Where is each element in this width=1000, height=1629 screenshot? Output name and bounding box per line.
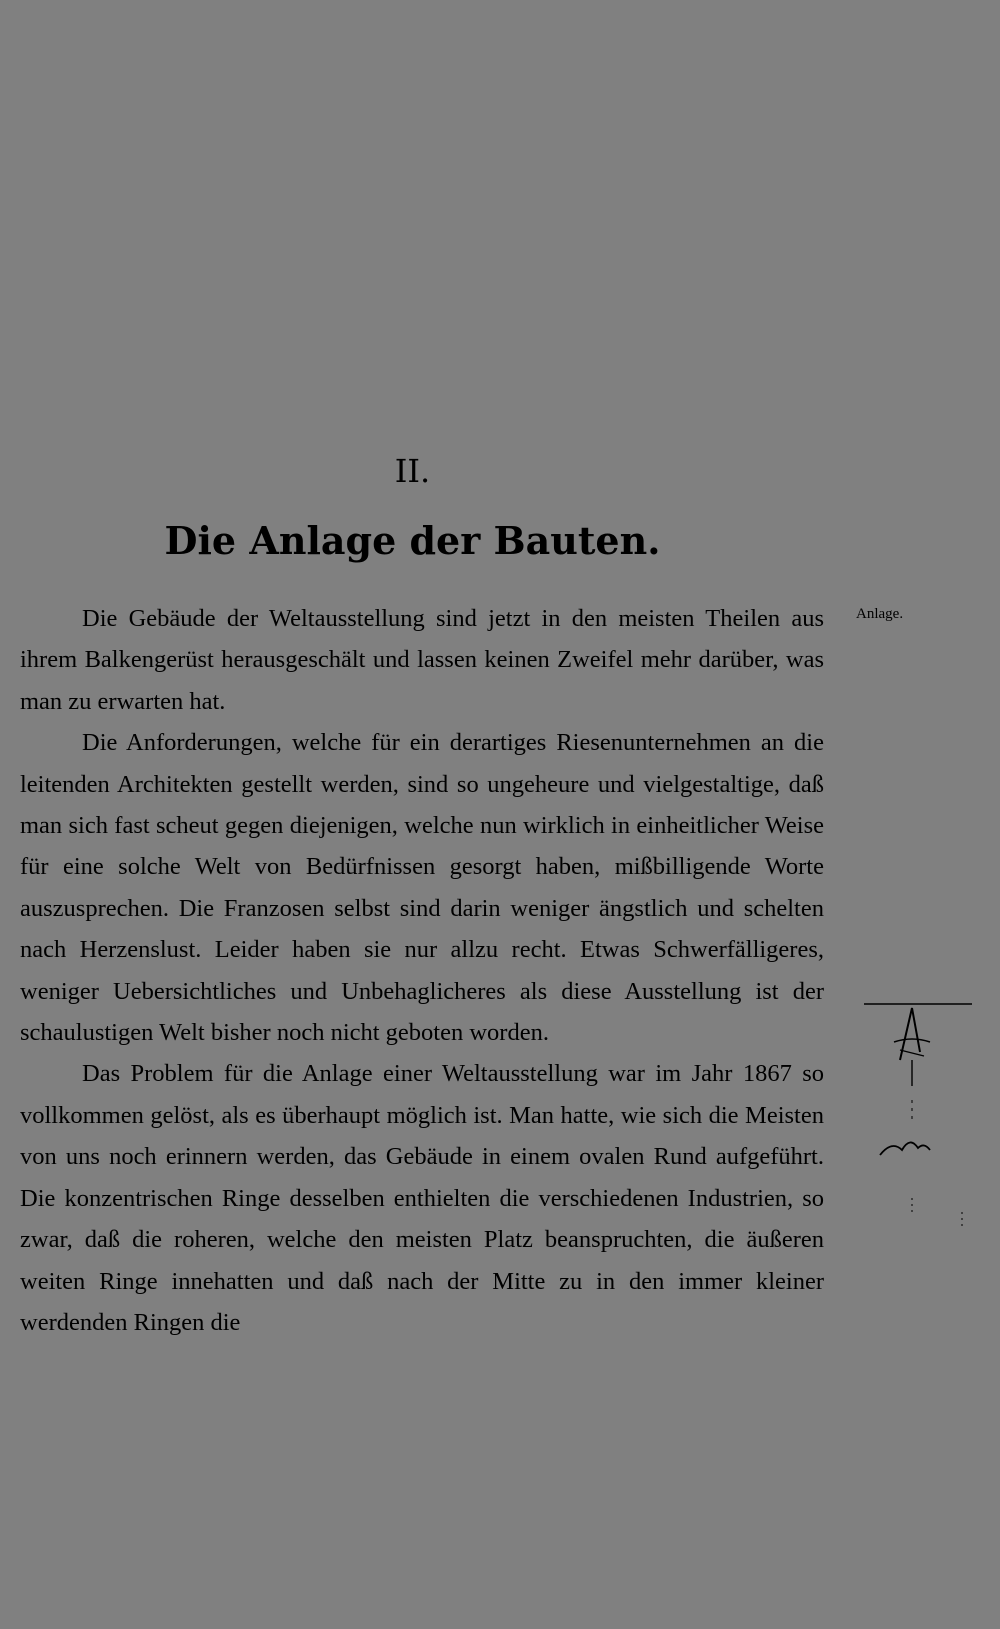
chapter-title: Die Anlage der Bauten. [164, 518, 661, 563]
paragraph: Das Problem für die Anlage einer Weltausstellung war im Jahr 1867 so vollkommen gelöst, als es überhaupt möglich ist. Man hatte, wie sich die Meisten von uns noch erinnern werden, das Gebäude in einem ovalen Rund aufgeführt. Die konzentrischen Ringe desselben enthielten die verschiedenen Industrien, so zwar, daß die roheren, welche den meisten Platz beanspruchten, die äußeren weiten Ringe innehatten und daß nach der Mitte zu in den immer kleiner werdenden Ringen die [20, 1060, 824, 1336]
body-text [20, 598, 824, 1343]
paragraph: Die Gebäude der Weltausstellung sind jetzt in den meisten Theilen aus ihrem Balkengerüst herausgeschält und lassen keinen Zweifel mehr darüber, was man zu erwarten hat. [20, 605, 824, 715]
margin-note: Anlage. [856, 606, 904, 622]
handwritten-annotation [860, 990, 1000, 1250]
paragraph: Die Anforderungen, welche für ein derartiges Riesenunternehmen an die leitenden Architekten gestellt werden, sind so ungeheure und vielgestaltige, daß man sich fast scheut gegen diejenigen, welche nun wirklich in einheitlicher Weise für eine solche Welt von Bedürfnissen gesorgt haben, mißbilligende Worte auszusprechen. Die Franzosen selbst sind darin weniger ängstlich und schelten nach Herzenslust. Leider haben sie nur allzu recht. Etwas Schwerfälligeres, weniger Uebersichtliches und Unbehaglicheres als diese Ausstellung ist der schaulustigen Welt bisher noch nicht geboten worden. [20, 729, 824, 1047]
chapter-number: II. [394, 452, 431, 490]
